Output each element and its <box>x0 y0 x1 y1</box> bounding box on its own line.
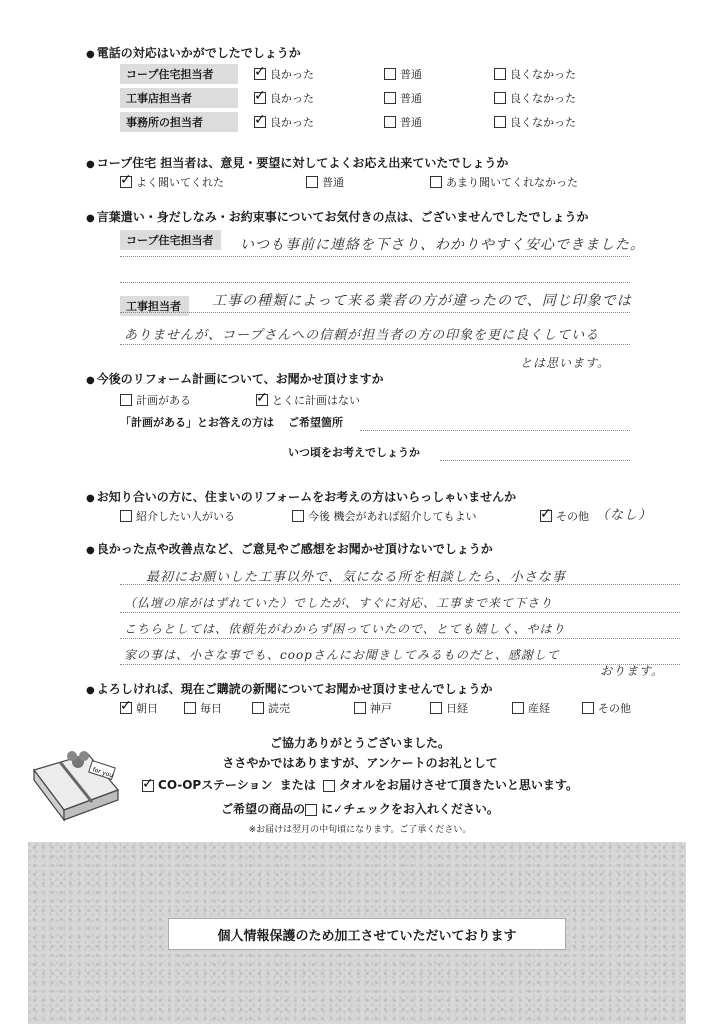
q5-other-answer: （なし） <box>596 508 653 523</box>
q5-option-0[interactable]: 紹介したい人がいる <box>120 508 235 524</box>
q2-option-2[interactable]: あまり聞いてくれなかった <box>430 174 578 190</box>
checkbox[interactable] <box>254 92 266 104</box>
closing-note: ※お届けは翌月の中旬頃になります。ご了承ください。 <box>248 825 472 835</box>
checkbox[interactable] <box>354 702 366 714</box>
q6-line-3: 家の事は、小さな事でも、coopさんにお聞きしてみるものだと、感謝して <box>124 648 560 662</box>
checkbox[interactable] <box>384 116 396 128</box>
towel-checkbox[interactable] <box>323 780 335 792</box>
q1-option[interactable]: 良くなかった <box>494 90 576 106</box>
q3-contractor-answer-1: 工事の種類によって来る業者の方が違ったので、同じ印象では <box>212 293 632 309</box>
q5-option-1[interactable]: 今後 機会があれば紹介してもよい <box>292 508 477 524</box>
q1-option[interactable]: 普通 <box>384 114 422 130</box>
checkbox[interactable] <box>292 510 304 522</box>
q1-option[interactable]: 良くなかった <box>494 66 576 82</box>
q6-question: ● 良かった点や改善点など、ご意見やご感想をお聞かせ頂けないでしょうか <box>86 540 493 557</box>
q7-option[interactable]: 日経 <box>430 700 468 716</box>
closing-gift-options: ✓CO-OPステーション または タオルをお届けさせて頂きたいと思います。 <box>0 776 720 793</box>
checkbox[interactable] <box>512 702 524 714</box>
checkbox[interactable] <box>120 176 132 188</box>
q2-question: ● コープ住宅 担当者は、意見・要望に対してよくお応え出来ていたでしょうか <box>86 154 508 171</box>
q1-option[interactable]: ✓ 良かった <box>254 114 314 130</box>
closing-instruction: ご希望の商品の に✓チェックをお入れください。 <box>221 802 499 816</box>
closing-thanks: ご協力ありがとうございました。 <box>269 736 450 750</box>
checkbox[interactable] <box>430 702 442 714</box>
q7-option[interactable]: 神戸 <box>354 700 392 716</box>
coop-station-checkbox[interactable] <box>142 780 154 792</box>
q1-option[interactable]: 普通 <box>384 66 422 82</box>
checkbox[interactable] <box>540 510 552 522</box>
q4-plan-label: 「計画がある」とお答えの方は <box>120 416 274 429</box>
q7-option[interactable]: その他 <box>582 700 631 716</box>
q7-option[interactable]: ✓ 朝日 <box>120 700 158 716</box>
checkbox[interactable] <box>254 116 266 128</box>
q3-contractor-label: 工事担当者 <box>120 296 189 316</box>
q1-option[interactable]: ✓ 良かった <box>254 90 314 106</box>
q5-option-2[interactable]: ✓ その他 <box>540 508 589 524</box>
q4-option-0[interactable]: 計画がある <box>120 392 191 408</box>
q5-question: ● お知り合いの方に、住まいのリフォームをお考えの方はいらっしゃいませんか <box>86 488 516 505</box>
q1-question: ● 電話の対応はいかがでしたでしょうか <box>86 44 301 61</box>
q3-coop-answer: いつも事前に連絡を下さり、わかりやすく安心できました。 <box>240 237 645 253</box>
q6-line-2: こちらとしては、依頼先がわからず困っていたので、とても嬉しく、やはり <box>124 622 566 636</box>
q1-row-label: 事務所の担当者 <box>120 112 238 132</box>
q4-when-label: いつ頃をお考えでしょうか <box>288 446 420 459</box>
checkbox[interactable] <box>384 68 396 80</box>
q4-option-1[interactable]: ✓ とくに計画はない <box>256 392 360 408</box>
checkbox[interactable] <box>256 394 268 406</box>
q4-question: ● 今後のリフォーム計画について、お聞かせ頂けますか <box>86 370 384 387</box>
q3-contractor-answer-2: ありませんが、コープさんへの信頼が担当者の方の印象を更に良くしている <box>124 328 600 343</box>
q7-option[interactable]: 読売 <box>252 700 290 716</box>
checkbox[interactable] <box>494 116 506 128</box>
q4-place-label: ご希望箇所 <box>288 416 343 429</box>
q3-coop-label: コープ住宅担当者 <box>120 230 221 250</box>
privacy-notice: 個人情報保護のため加工させていただいております <box>168 918 566 950</box>
checkbox[interactable] <box>430 176 442 188</box>
q6-line-1: （仏壇の扉がはずれていた）でしたが、すぐに対応、工事まで来て下さり <box>124 596 554 610</box>
checkbox[interactable] <box>184 702 196 714</box>
instruction-checkbox-icon <box>305 804 317 816</box>
q3-contractor-answer-3: とは思います。 <box>520 356 611 370</box>
q2-option-1[interactable]: 普通 <box>306 174 344 190</box>
checkbox[interactable] <box>494 92 506 104</box>
q7-question: ● よろしければ、現在ご購読の新聞についてお聞かせ頂けませんでしょうか <box>86 680 493 697</box>
q1-row-label: 工事店担当者 <box>120 88 238 108</box>
checkbox[interactable] <box>582 702 594 714</box>
q1-option[interactable]: ✓ 良かった <box>254 66 314 82</box>
checkbox[interactable] <box>254 68 266 80</box>
checkbox[interactable] <box>384 92 396 104</box>
q7-option[interactable]: 毎日 <box>184 700 222 716</box>
q7-option[interactable]: 産経 <box>512 700 550 716</box>
checkbox[interactable] <box>494 68 506 80</box>
closing-gift-intro: ささやかではありますが、アンケートのお礼として <box>222 756 498 770</box>
checkbox[interactable] <box>120 702 132 714</box>
checkbox[interactable] <box>120 394 132 406</box>
checkbox[interactable] <box>252 702 264 714</box>
q2-option-0[interactable]: ✓ よく聞いてくれた <box>120 174 224 190</box>
q3-question: ● 言葉遣い・身だしなみ・お約束事についてお気付きの点は、ございませんでしたでしょうか <box>86 208 589 225</box>
checkbox[interactable] <box>120 510 132 522</box>
q6-line-0: 最初にお願いした工事以外で、気になる所を相談したら、小さな事 <box>146 570 566 585</box>
gift-tag-text: for you <box>91 766 114 780</box>
q1-option[interactable]: 普通 <box>384 90 422 106</box>
q1-option[interactable]: 良くなかった <box>494 114 576 130</box>
checkbox[interactable] <box>306 176 318 188</box>
q6-line-4: おります。 <box>600 664 665 678</box>
q1-row-label: コープ住宅担当者 <box>120 64 238 84</box>
